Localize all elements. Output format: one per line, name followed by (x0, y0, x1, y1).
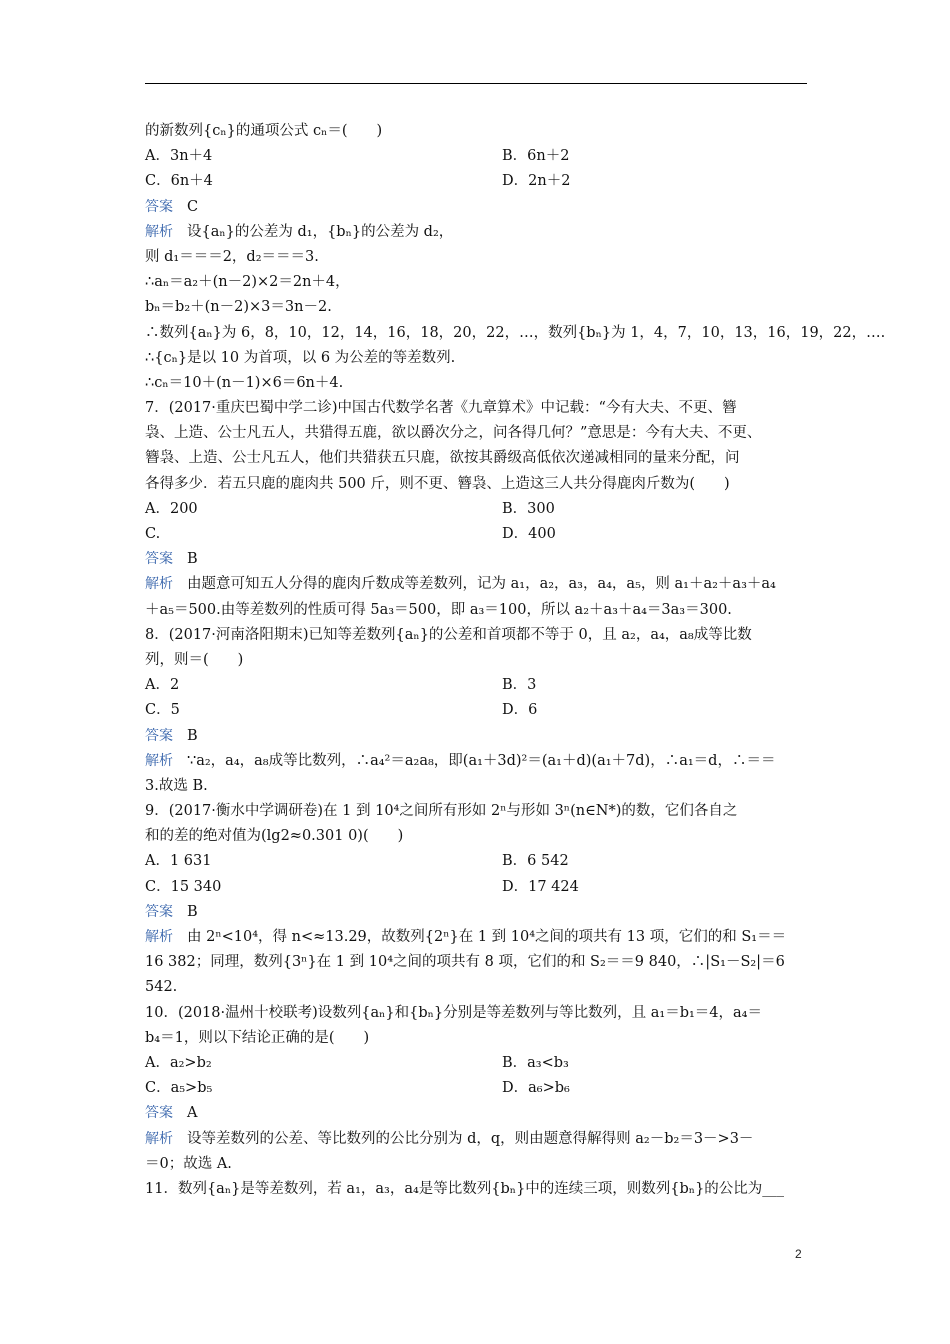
text-line (145, 950, 807, 975)
option: B．a₃<b₃ (502, 1054, 569, 1071)
answer-line (145, 900, 807, 925)
line-text: C (187, 198, 199, 215)
header-rule (145, 83, 807, 84)
analysis-label: 解析 (145, 929, 173, 945)
line-text: A (187, 1105, 198, 1122)
line-text: 10．(2018·温州十校联考)设数列{aₙ}和{bₙ}分别是等差数列与等比数列，且 a₁＝b₁＝4，a₄＝ (145, 1004, 762, 1021)
answer-label: 答案 (145, 551, 173, 568)
line-text: B (187, 727, 198, 744)
options-row (145, 1076, 807, 1101)
text-line (145, 295, 807, 320)
text-line (145, 472, 807, 497)
line-text: ∴{cₙ}是以 10 为首项，以 6 为公差的等差数列. (145, 349, 456, 366)
option: A．1 631 (145, 853, 212, 870)
text-line (145, 598, 807, 623)
text-line (145, 371, 807, 396)
answer-line (145, 1101, 807, 1126)
analysis-label: 解析 (145, 223, 173, 240)
text-line (145, 119, 807, 144)
line-text: 袅、上造、公士凡五人，共猎得五鹿，欲以爵次分之，问各得几何？”意思是：今有大夫、不更、 (145, 425, 762, 442)
text-line (145, 824, 807, 849)
line-text: 设{aₙ}的公差为 d₁，{bₙ}的公差为 d₂， (187, 223, 454, 240)
options-row (145, 522, 807, 547)
answer-line (145, 724, 807, 749)
answer-label: 答案 (145, 198, 173, 215)
analysis-line (145, 925, 807, 950)
line-text: 9．(2017·衡水中学调研卷)在 1 到 10⁴之间所有形如 2ⁿ与形如 3ⁿ(n∈N*)的数，它们各自之 (145, 803, 738, 820)
option: C. (145, 526, 161, 542)
text-line (145, 623, 807, 648)
line-text: ∴cₙ＝10＋(n－1)×6＝6n＋4. (145, 374, 344, 391)
answer-line (145, 195, 807, 220)
line-text: 由 2ⁿ<10⁴，得 n<≈13.29，故数列{2ⁿ}在 1 到 10⁴之间的项共有 13 项，它们的和 S₁＝＝ (187, 929, 787, 945)
text-line (145, 396, 807, 421)
line-text: 16 382；同理，数列{3ⁿ}在 1 到 10⁴之间的项共有 8 项，它们的和 S₂＝＝9 840，∴|S₁－S₂|＝6 (145, 954, 785, 971)
text-line (145, 446, 807, 471)
option: D．2n＋2 (502, 173, 571, 190)
option: C．5 (145, 702, 180, 719)
line-text: 8．(2017·河南洛阳期末)已知等差数列{aₙ}的公差和首项都不等于 0，且 a₂，a₄，a₈成等比数 (145, 626, 752, 643)
option: D．6 (502, 702, 538, 719)
line-text: 簪袅、上造、公士凡五人，他们共猎获五只鹿，欲按其爵级高低依次递减相同的量来分配，问 (145, 450, 740, 467)
line-text: 7．(2017·重庆巴蜀中学二诊)中国古代数学名著《九章算术》中记载：“今有大夫、不更、簪 (145, 400, 737, 417)
text-line (145, 1001, 807, 1026)
text-line (145, 346, 807, 371)
line-text: b₄＝1，则以下结论正确的是( ) (145, 1029, 370, 1046)
text-line (145, 245, 807, 270)
line-text: ∵a₂，a₄，a₈成等比数列，∴a₄²＝a₂a₈，即(a₁＋3d)²＝(a₁＋d)(a₁＋7d)，∴a₁＝d，∴＝＝ (187, 752, 776, 769)
text-line (145, 421, 807, 446)
options-row (145, 875, 807, 900)
option: D．400 (502, 526, 556, 542)
answer-label: 答案 (145, 727, 173, 744)
text-line (145, 975, 807, 1000)
answer-label: 答案 (145, 1105, 173, 1122)
option: B．6n＋2 (502, 148, 570, 165)
text-line (145, 270, 807, 295)
line-text: ＝0；故选 A. (145, 1155, 232, 1172)
option: B．6 542 (502, 853, 569, 870)
option: B．3 (502, 677, 537, 694)
line-text: 11．数列{aₙ}是等差数列，若 a₁，a₃，a₄是等比数列{bₙ}中的连续三项，则数列{bₙ}的公比为___ (145, 1180, 785, 1197)
text-line (145, 799, 807, 824)
line-text: ∴数列{aₙ}为 6，8，10，12，14，16，18，20，22，…，数列{bₙ}为 1，4，7，10，13，16，19，22，…. (145, 324, 886, 341)
analysis-label: 解析 (145, 1130, 173, 1147)
line-text: 列，则＝( ) (145, 651, 244, 668)
analysis-line (145, 1127, 807, 1152)
option: C．a₅>b₅ (145, 1080, 213, 1097)
line-text: 和的差的绝对值为(lg2≈0.301 0)( ) (145, 828, 404, 845)
line-text: 由题意可知五人分得的鹿肉斤数成等差数列，记为 a₁，a₂，a₃，a₄，a₅，则 a₁＋a₂＋a₃＋a₄ (187, 576, 776, 593)
options-row (145, 144, 807, 169)
line-text: 3.故选 B. (145, 777, 208, 794)
line-text: B (187, 903, 198, 920)
line-text: ∴aₙ＝a₂＋(n－2)×2＝2n＋4， (145, 274, 350, 291)
answer-line (145, 547, 807, 572)
page-number: 2 (795, 1247, 802, 1261)
line-text: 各得多少．若五只鹿的鹿肉共 500 斤，则不更、簪袅、上造这三人共分得鹿肉斤数为( ) (145, 475, 730, 492)
options-row (145, 673, 807, 698)
document-body (145, 119, 886, 1202)
text-line (145, 774, 807, 799)
analysis-label: 解析 (145, 576, 173, 593)
options-row (145, 698, 807, 723)
line-text: 设等差数列的公差、等比数列的公比分别为 d，q，则由题意得解得则 a₂－b₂＝3－>3－ (187, 1130, 754, 1147)
option: A．3n＋4 (145, 148, 213, 165)
option: D．a₆>b₆ (502, 1080, 570, 1097)
analysis-line (145, 749, 807, 774)
option: A．a₂>b₂ (145, 1054, 212, 1071)
analysis-label: 解析 (145, 752, 173, 769)
text-line (145, 648, 807, 673)
line-text: B (187, 551, 198, 568)
options-row (145, 849, 807, 874)
analysis-line (145, 572, 807, 597)
options-row (145, 169, 807, 194)
option: B．300 (502, 500, 555, 517)
option: C．15 340 (145, 878, 222, 895)
options-row (145, 497, 807, 522)
text-line (145, 1177, 807, 1202)
line-text: 的新数列{cₙ}的通项公式 cₙ＝( ) (145, 123, 383, 139)
option: D．17 424 (502, 878, 579, 895)
text-line (145, 1026, 807, 1051)
text-line (145, 1152, 807, 1177)
option: C．6n＋4 (145, 173, 213, 190)
answer-label: 答案 (145, 903, 173, 920)
line-text: ＋a₅＝500.由等差数列的性质可得 5a₃＝500，即 a₃＝100，所以 a₂＋a₃＋a₄＝3a₃＝300. (145, 601, 732, 618)
option: A．200 (145, 500, 198, 517)
option: A．2 (145, 677, 180, 694)
line-text: bₙ＝b₂＋(n－2)×3＝3n－2. (145, 299, 332, 316)
options-row (145, 1051, 807, 1076)
text-line (145, 321, 886, 346)
line-text: 542. (145, 979, 178, 996)
line-text: 则 d₁＝＝＝2，d₂＝＝＝3. (145, 248, 319, 265)
analysis-line (145, 220, 807, 245)
